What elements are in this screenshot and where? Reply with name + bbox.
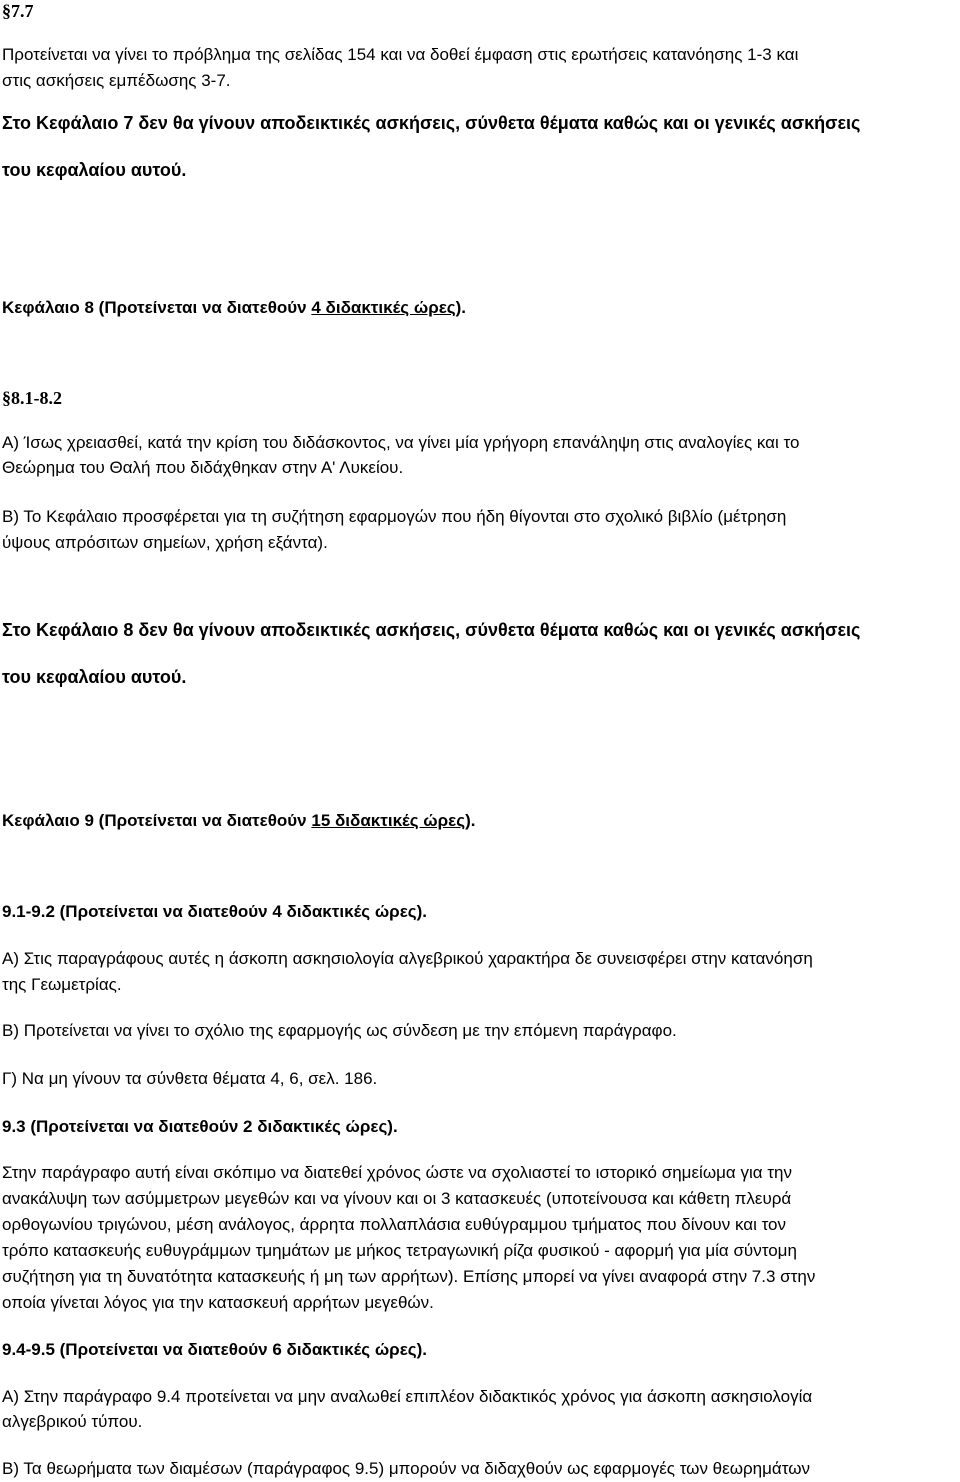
chapter-7-note-line-2: του κεφαλαίου αυτού. — [2, 160, 187, 180]
chapter-8-item-a-line-1: Α) Ίσως χρειασθεί, κατά την κρίση του διδάσκοντος, να γίνει μία γρήγορη επανάληψη στις αναλογίες και το — [2, 433, 800, 452]
chapter-8-item-a-line-2: Θεώρημα του Θαλή που διδάχθηκαν στην Α' Λυκείου. — [2, 458, 404, 477]
section-9-3-line-2: ανακάλυψη των ασύμμετρων μεγεθών και να γίνουν και οι 3 κατασκευές (υποτείνουσα και κάθετη πλευρά — [2, 1189, 792, 1208]
chapter-8-item-b-line-2: ύψους απρόσιτων σημείων, χρήση εξάντα). — [2, 533, 328, 552]
chapter-9-heading — [2, 810, 475, 832]
paragraph-7-7-line-2: στις ασκήσεις εμπέδωσης 3-7. — [2, 71, 231, 90]
section-9-4-item-a-line-1: Α) Στην παράγραφο 9.4 προτείνεται να μην αναλωθεί επιπλέον διδακτικός χρόνος για άσκοπη ασκησιολογία — [2, 1387, 813, 1406]
section-9-4-item-a-line-2: αλγεβρικού τύπου. — [2, 1412, 143, 1431]
chapter-8-heading-prefix: Κεφάλαιο 8 (Προτείνεται να διατεθούν — [2, 298, 312, 317]
chapter-8-hours: 4 διδακτικές ώρες — [311, 298, 456, 317]
section-9-3-heading: 9.3 (Προτείνεται να διατεθούν 2 διδακτικές ώρες). — [2, 1117, 398, 1136]
chapter-7-note-line-1: Στο Κεφάλαιο 7 δεν θα γίνουν αποδεικτικές ασκήσεις, σύνθετα θέματα καθώς και οι γενικές ασκήσεις — [2, 113, 861, 133]
section-9-1-item-a-line-1: Α) Στις παραγράφους αυτές η άσκοπη ασκησιολογία αλγεβρικού χαρακτήρα δε συνεισφέρει στην κατανόηση — [2, 949, 813, 968]
section-9-1-9-2-heading: 9.1-9.2 (Προτείνεται να διατεθούν 4 διδακτικές ώρες). — [2, 902, 427, 921]
chapter-8-item-b-line-1: Β) Το Κεφάλαιο προσφέρεται για τη συζήτηση εφαρμογών που ήδη θίγονται στο σχολικό βιβλίο (μέτρηση — [2, 507, 787, 526]
chapter-9-hours: 15 διδακτικές ώρες — [311, 811, 466, 830]
section-8-1-8-2-heading: §8.1-8.2 — [2, 388, 62, 408]
chapter-8-heading-suffix: ). — [455, 298, 467, 317]
section-9-3-line-5: συζήτηση για τη δυνατότητα κατασκευής ή μη των αρρήτων). Επίσης μπορεί να γίνει αναφορά στην 7.3 στην — [2, 1267, 816, 1286]
section-9-1-item-b: Β) Προτείνεται να γίνει το σχόλιο της εφαρμογής ως σύνδεση με την επόμενη παράγραφο. — [2, 1021, 677, 1040]
section-7-7-heading: §7.7 — [2, 1, 34, 21]
section-9-3-line-3: ορθογωνίου τριγώνου, μέση ανάλογος, άρρητα πολλαπλάσια ευθύγραμμου τμήματος που δίνουν και τον — [2, 1215, 786, 1234]
section-9-1-item-a-line-2: της Γεωμετρίας. — [2, 975, 122, 994]
paragraph-7-7-line-1: Προτείνεται να γίνει το πρόβλημα της σελίδας 154 και να δοθεί έμφαση στις ερωτήσεις κατανόησης 1-3 και — [2, 45, 799, 64]
chapter-8-note-line-2: του κεφαλαίου αυτού. — [2, 667, 187, 687]
chapter-8-note-line-1: Στο Κεφάλαιο 8 δεν θα γίνουν αποδεικτικές ασκήσεις, σύνθετα θέματα καθώς και οι γενικές ασκήσεις — [2, 620, 861, 640]
chapter-9-heading-prefix: Κεφάλαιο 9 (Προτείνεται να διατεθούν — [2, 811, 312, 830]
section-9-3-line-4: τρόπο κατασκευής ευθυγράμμων τμημάτων με μήκος τετραγωνική ρίζα φυσικού - αφορμή για μία σύντομη — [2, 1241, 797, 1260]
chapter-9-heading-suffix: ). — [465, 811, 476, 830]
section-9-3-line-6: οποία γίνεται λόγος για την κατασκευή αρρήτων μεγεθών. — [2, 1293, 434, 1312]
section-9-4-9-5-heading: 9.4-9.5 (Προτείνεται να διατεθούν 6 διδακτικές ώρες). — [2, 1340, 427, 1359]
section-9-1-item-c: Γ) Να μη γίνουν τα σύνθετα θέματα 4, 6, σελ. 186. — [2, 1069, 378, 1088]
chapter-8-heading — [2, 297, 466, 319]
section-9-3-line-1: Στην παράγραφο αυτή είναι σκόπιμο να διατεθεί χρόνος ώστε να σχολιαστεί το ιστορικό σημείωμα για την — [2, 1163, 792, 1182]
section-9-4-item-b-line-1: Β) Τα θεωρήματα των διαμέσων (παράγραφος 9.5) μπορούν να διδαχθούν ως εφαρμογές των θεωρημάτων — [2, 1459, 810, 1478]
